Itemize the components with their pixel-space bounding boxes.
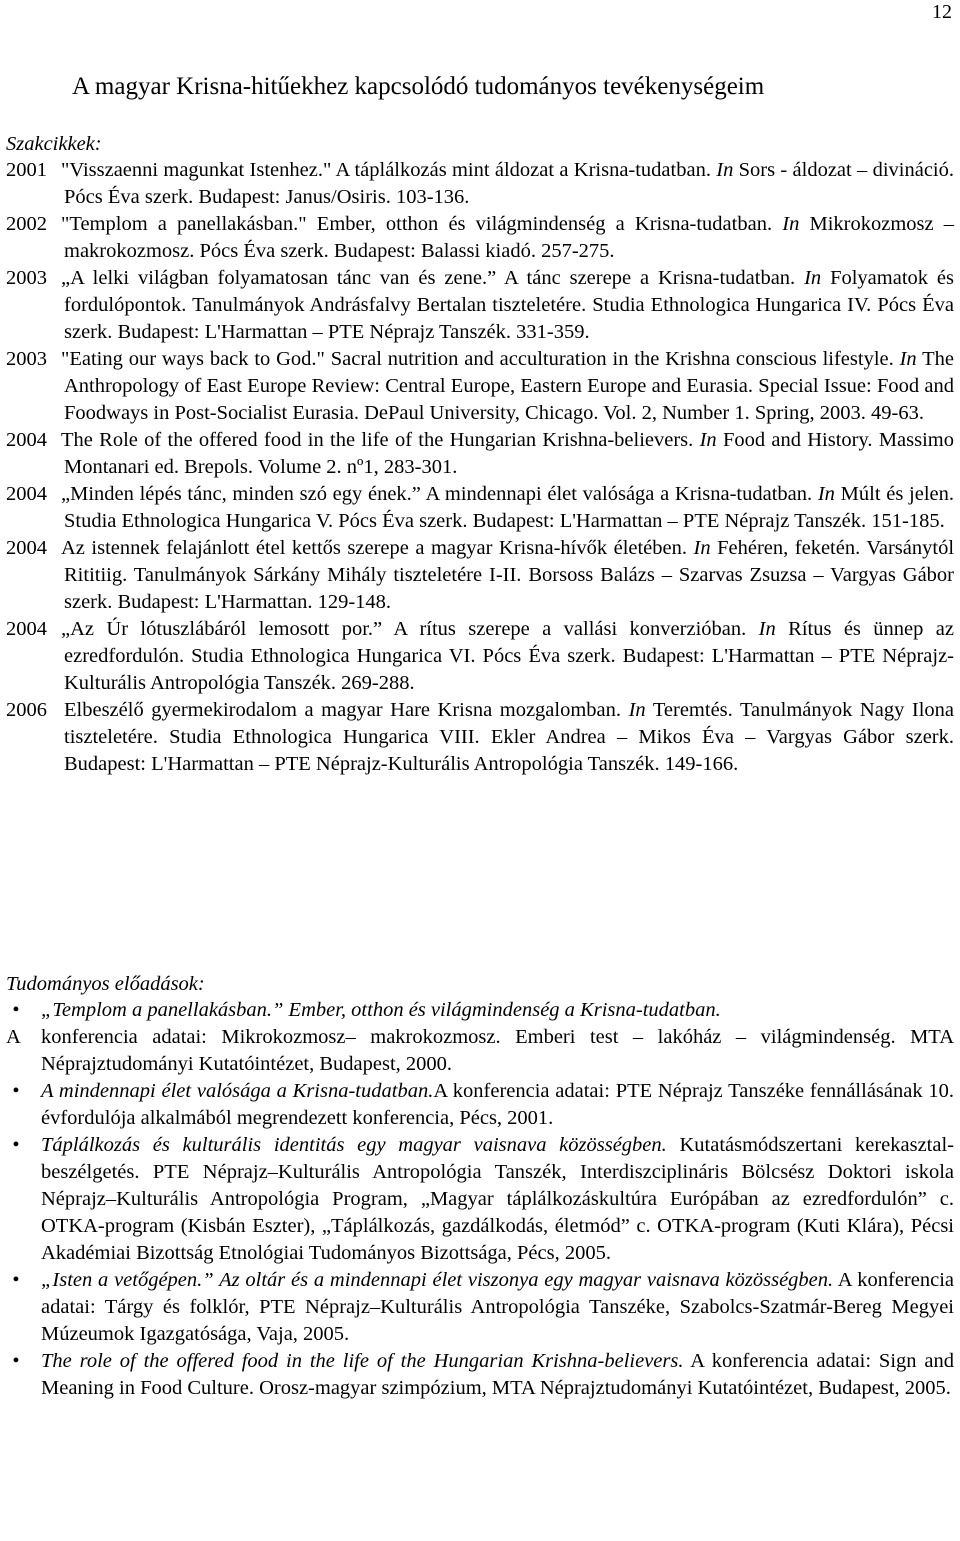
article-year: 2004	[6, 483, 47, 505]
article-title: Az istennek felajánlott étel kettős szerepe a magyar Krisna-hívők életében.	[61, 537, 688, 559]
lecture-title: Táplálkozás és kulturális identitás egy magyar vaisnava közösségben.	[41, 1134, 667, 1156]
article-year: 2002	[6, 213, 47, 235]
article-entry	[6, 535, 954, 616]
lecture-item	[6, 997, 954, 1024]
article-source: Mikrokozmosz – makrokozmosz. Pócs Éva szerk. Budapest: Balassi kiadó. 257-275.	[64, 213, 955, 262]
article-in: In	[716, 159, 734, 181]
lecture-item	[6, 1348, 954, 1402]
article-source: Teremtés. Tanulmányok Nagy Ilona tiszteletére. Studia Ethnologica Hungarica VIII. Ekler Andrea – Mikos Éva – Vargyas Gábor szerk. Budapest: L'Harmattan – PTE Néprajz-Kulturális Antropológia Tanszék. 149-166.	[64, 699, 954, 775]
article-entry	[6, 481, 954, 535]
article-source: Múlt és jelen. Studia Ethnologica Hungarica V. Pócs Éva szerk. Budapest: L'Harmattan – PTE Néprajz Tanszék. 151-185.	[64, 483, 954, 532]
article-entry	[6, 157, 954, 211]
page-number: 12	[932, 1, 952, 23]
bullet-icon: •	[12, 1269, 20, 1291]
articles-list	[6, 157, 954, 778]
article-source: Fehéren, feketén. Varsánytól Rititiig. Tanulmányok Sárkány Mihály tiszteletére I-II. Borsoss Balázs – Szarvas Zsuzsa – Vargyas Gábor szerk. Budapest: L'Harmattan. 129-148.	[64, 537, 955, 613]
article-source: Food and History. Massimo Montanari ed. Brepols. Volume 2. nº1, 283-301.	[64, 429, 955, 478]
article-in: In	[782, 213, 800, 235]
article-in: In	[628, 699, 646, 721]
article-entry	[6, 265, 954, 346]
lecture-title: A mindennapi élet valósága a Krisna-tudatban.	[41, 1080, 434, 1102]
article-year: 2004	[6, 537, 47, 559]
article-in: In	[699, 429, 717, 451]
lecture-item	[6, 1078, 954, 1132]
article-title: Elbeszélő gyermekirodalom a magyar Hare Krisna mozgalomban.	[64, 699, 622, 721]
article-entry	[6, 616, 954, 697]
lecture-details: A konferencia adatai: Tárgy és folklór, PTE Néprajz–Kulturális Antropológia Tanszéke, Szabolcs-Szatmár-Bereg Megyei Múzeumok Igazgatósága, Vaja, 2005.	[41, 1269, 954, 1345]
article-title: „Az Úr lótuszlábáról lemosott por.” A rítus szerepe a vallási konverzióban.	[61, 618, 747, 640]
lecture-details: A konferencia adatai: PTE Néprajz Tanszéke fennállásának 10. évfordulója alkalmából megrendezett konferencia, Pécs, 2001.	[41, 1080, 954, 1129]
article-year: 2004	[6, 429, 47, 451]
lecture-note-lead: A	[6, 1026, 21, 1048]
lectures-list	[6, 997, 954, 1402]
lecture-details: konferencia adatai: Mikrokozmosz– makrokozmosz. Emberi test – lakóház – világmindenség. MTA Néprajztudományi Kutatóintézet, Budapest, 2000.	[41, 1026, 954, 1075]
article-title: „A lelki világban folyamatosan tánc van és zene.” A tánc szerepe a Krisna-tudatban.	[61, 267, 796, 289]
document-title: A magyar Krisna-hitűekhez kapcsolódó tudományos tevékenységeim	[72, 73, 765, 100]
lecture-item	[6, 1132, 954, 1267]
articles-heading: Szakcikkek:	[6, 133, 102, 155]
bullet-icon: •	[12, 1134, 20, 1156]
article-source: Sors - áldozat – divináció. Pócs Éva szerk. Budapest: Janus/Osiris. 103-136.	[64, 159, 954, 208]
article-title: „Minden lépés tánc, minden szó egy ének.” A mindennapi élet valósága a Krisna-tudatban.	[61, 483, 813, 505]
article-source: Folyamatok és fordulópontok. Tanulmányok Andrásfalvy Bertalan tiszteletére. Studia Ethnologica Hungarica IV. Pócs Éva szerk. Budapest: L'Harmattan – PTE Néprajz Tanszék. 331-359.	[64, 267, 955, 343]
article-year: 2001	[6, 159, 47, 181]
bullet-icon: •	[12, 999, 20, 1021]
article-title: "Visszaenni magunkat Istenhez." A táplálkozás mint áldozat a Krisna-tudatban.	[61, 159, 711, 181]
lecture-item	[6, 1267, 954, 1348]
article-in: In	[817, 483, 835, 505]
article-entry	[6, 346, 954, 427]
lecture-title: „Isten a vetőgépen.” Az oltár és a mindennapi élet viszonya egy magyar vaisnava közösségben.	[41, 1269, 834, 1291]
article-in: In	[693, 537, 711, 559]
lecture-details: Kutatásmódszertani kerekasztal-beszélgetés. PTE Néprajz–Kulturális Antropológia Tanszék, Interdiszciplináris Bölcsész Doktori iskola Néprajz–Kulturális Antropológia Program, „Magyar táplálkozáskultúra Európában az ezredfordulón” c. OTKA-program (Kisbán Eszter), „Táplálkozás, gazdálkodás, életmód” c. OTKA-program (Kuti Klára), Pécsi Akadémiai Bizottság Etnológiai Tudományos Bizottsága, Pécs, 2005.	[41, 1134, 954, 1264]
article-in: In	[758, 618, 776, 640]
article-year: 2003	[6, 267, 47, 289]
lecture-title: The role of the offered food in the life of the Hungarian Krishna-believers.	[41, 1350, 684, 1372]
article-in: In	[899, 348, 917, 370]
bullet-icon: •	[12, 1080, 20, 1102]
article-in: In	[804, 267, 822, 289]
article-year: 2003	[6, 348, 47, 370]
lecture-note	[6, 1024, 954, 1078]
article-title: "Templom a panellakásban." Ember, otthon és világmindenség a Krisna-tudatban.	[61, 213, 773, 235]
article-entry	[6, 427, 954, 481]
article-source: Rítus és ünnep az ezredfordulón. Studia Ethnologica Hungarica VI. Pócs Éva szerk. Budapest: L'Harmattan – PTE Néprajz-Kulturális Antropológia Tanszék. 269-288.	[64, 618, 955, 694]
article-title: "Eating our ways back to God." Sacral nutrition and acculturation in the Krishna conscious lifestyle.	[61, 348, 894, 370]
article-source: The Anthropology of East Europe Review: Central Europe, Eastern Europe and Eurasia. Special Issue: Food and Foodways in Post-Socialist Eurasia. DePaul University, Chicago. Vol. 2, Number 1. Spring, 2003. 49-63.	[64, 348, 954, 424]
lecture-details: A konferencia adatai: Sign and Meaning in Food Culture. Orosz-magyar szimpózium, MTA Néprajztudományi Kutatóintézet, Budapest, 2005.	[41, 1350, 954, 1399]
lecture-title: „Templom a panellakásban.” Ember, otthon és világmindenség a Krisna-tudatban.	[41, 999, 721, 1021]
article-entry	[6, 697, 954, 778]
bullet-icon: •	[12, 1350, 20, 1372]
article-entry	[6, 211, 954, 265]
article-title: The Role of the offered food in the life of the Hungarian Krishna-believers.	[61, 429, 694, 451]
lectures-heading: Tudományos előadások:	[6, 973, 205, 995]
article-year: 2004	[6, 618, 47, 640]
article-year: 2006	[6, 699, 47, 721]
